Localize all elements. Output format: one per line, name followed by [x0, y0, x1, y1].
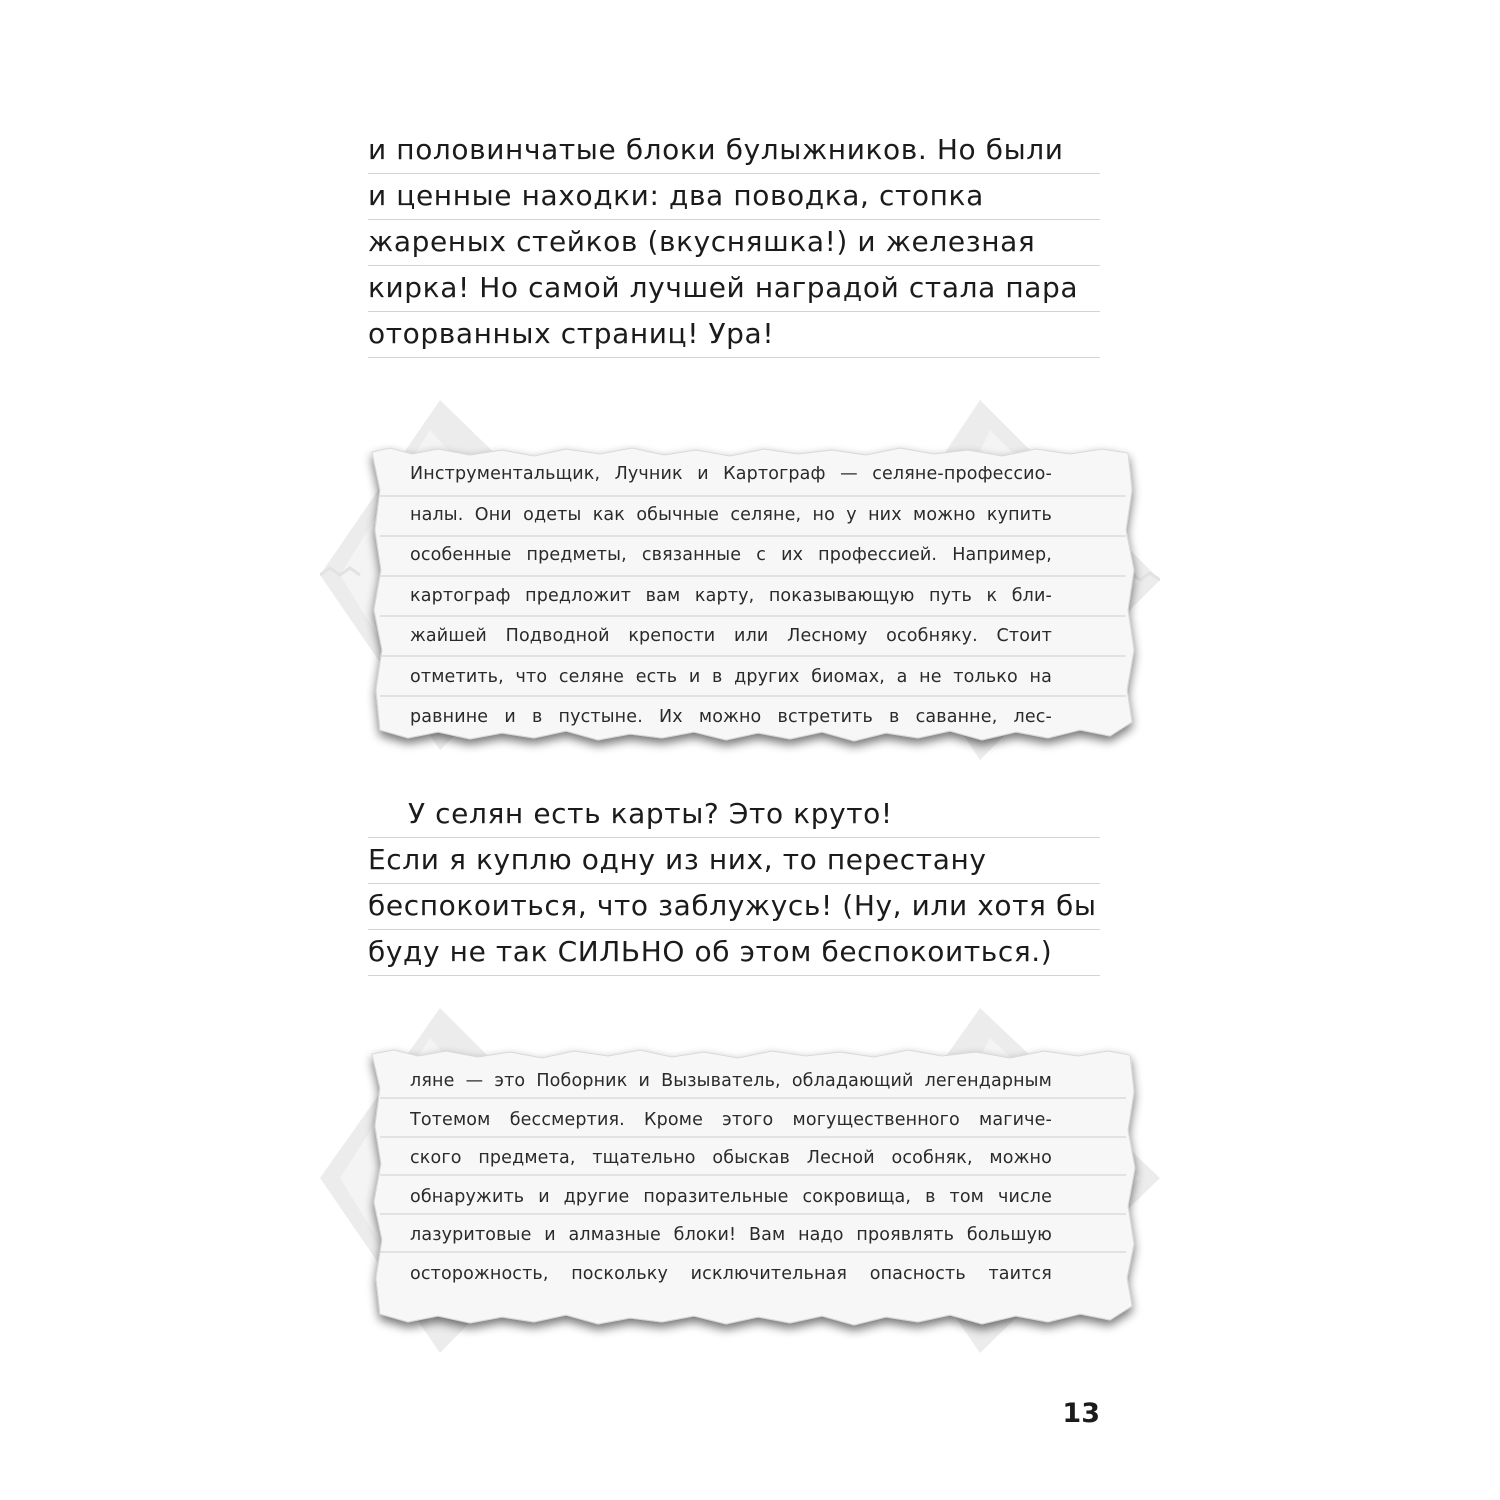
- diary-line: и ценные находки: два поводка, стопка: [368, 172, 1100, 220]
- diary-line: беспокоиться, что заблужусь! (Ну, или хотя бы: [368, 882, 1100, 930]
- torn-page-text: [410, 1062, 1052, 1294]
- diary-line: У селян есть карты? Это круто!: [368, 790, 1100, 838]
- torn-line: осторожность, поскольку исключительная опасность таится: [410, 1263, 1052, 1284]
- torn-line: картограф предложит вам карту, показывающую путь к бли-: [410, 585, 1052, 606]
- torn-line: равнине и в пустыне. Их можно встретить в саванне, лес-: [410, 707, 1052, 727]
- torn-line: налы. Они одеты как обычные селяне, но у них можно купить: [410, 504, 1052, 525]
- page-number: 13: [1062, 1398, 1100, 1429]
- diary-line: буду не так СИЛЬНО об этом беспокоиться.): [368, 928, 1100, 976]
- torn-line: Инструментальщик, Лучник и Картограф — селяне-профессио-: [410, 464, 1052, 484]
- diary-line: и половинчатые блоки булыжников. Но были: [368, 126, 1100, 174]
- diary-line: кирка! Но самой лучшей наградой стала пара: [368, 264, 1100, 312]
- torn-line: отметить, что селяне есть и в других биомах, а не только на: [410, 666, 1052, 687]
- torn-line: особенные предметы, связанные с их профессией. Например,: [410, 545, 1052, 565]
- torn-line: ляне — это Поборник и Вызыватель, обладающий легендарным: [410, 1071, 1052, 1091]
- diary-line: жареных стейков (вкусняшка!) и железная: [368, 218, 1100, 266]
- torn-line: обнаружить и другие поразительные сокровища, в том числе: [410, 1186, 1052, 1207]
- torn-line: лазуритовые и алмазные блоки! Вам надо проявлять большую: [410, 1225, 1052, 1246]
- torn-line: ского предмета, тщательно обыскав Лесной особняк, можно: [410, 1148, 1052, 1169]
- diary-paragraph-middle: [368, 792, 1100, 976]
- torn-line: жайшей Подводной крепости или Лесному особняку. Стоит: [410, 626, 1052, 646]
- torn-line: Тотемом бессмертия. Кроме этого могущественного магиче-: [410, 1109, 1052, 1130]
- diary-line: оторванных страниц! Ура!: [368, 310, 1100, 358]
- diary-paragraph-top: [368, 128, 1100, 358]
- diary-line: Если я куплю одну из них, то перестану: [368, 836, 1100, 884]
- torn-page-text: [410, 454, 1052, 738]
